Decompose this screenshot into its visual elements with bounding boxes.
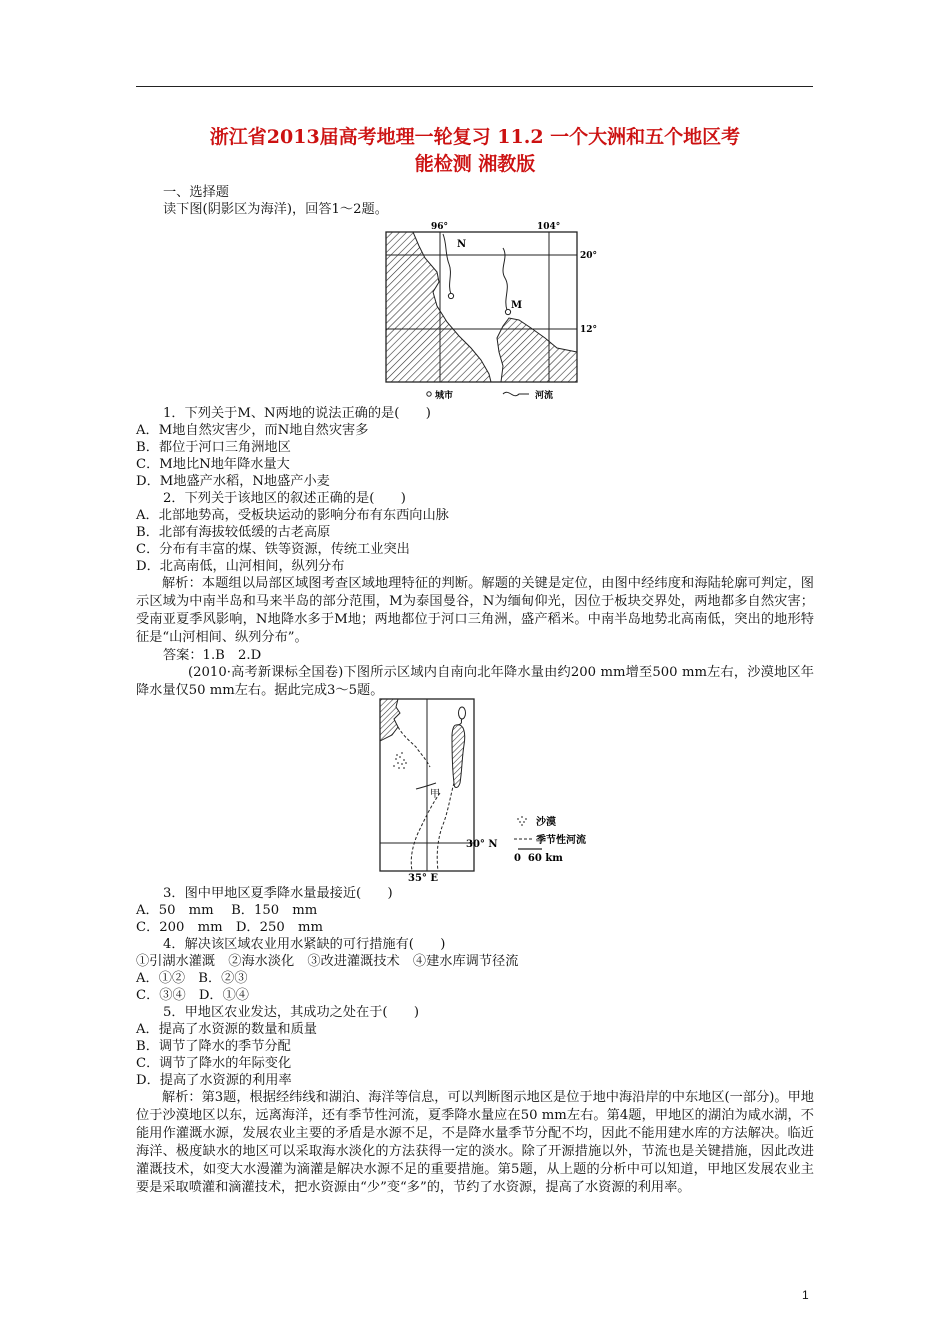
q1-option-a: A．M地自然灾害少，而N地自然灾害多 [136,423,369,438]
q5-option-c: C．调节了降水的年际变化 [136,1056,292,1071]
label-m: M [511,300,523,311]
document-title-line2: 能检测 湘教版 [414,153,536,175]
q1-option-d: D．M地盛产水稻，N地盛产小麦 [136,474,330,489]
legend-city-label: 城市 [435,391,454,401]
legend-river-icon [503,392,529,395]
q2-option-a: A．北部地势高，受板块运动的影响分布有东西向山脉 [136,508,449,523]
lat-20-label: 20° [580,251,598,261]
q4-options-ab: A．①② B．②③ [136,971,248,986]
lat-12-label: 12° [580,325,598,335]
answer-1: 答案：1.B 2.D [163,648,262,663]
q2-option-d: D．北高南低，山河相间，纵列分布 [136,559,345,574]
map1-figure [385,218,600,403]
page-number: 1 [802,1288,809,1302]
mediterranean-sea [380,699,400,741]
q5-option-b: B．调节了降水的季节分配 [136,1039,291,1054]
river-irrawaddy [443,234,451,294]
q3-options-ab: A．50 mm B．150 mm [136,903,318,918]
q1-stem: 1．下列关于M、N两地的说法正确的是( ) [163,406,431,421]
label-n: N [457,239,467,250]
lon-96-label: 96° [431,222,449,232]
city-m-marker [505,309,510,314]
legend-river-label: 河流 [535,391,554,401]
header-rule [136,86,813,87]
q5-option-d: D．提高了水资源的利用率 [136,1073,292,1088]
map1-intro: 读下图(阴影区为海洋)，回答1～2题。 [163,202,388,217]
river-chao-phraya [503,248,507,310]
q2-option-b: B．北部有海拔较低缓的古老高原 [136,525,331,540]
legend-seasonal-river-label: 季节性河流 [536,835,586,846]
q5-stem: 5．甲地区农业发达，其成功之处在于( ) [163,1005,420,1020]
map2-figure [378,697,610,883]
q4-stem: 4．解决该区域农业用水紧缺的可行措施有( ) [163,937,446,952]
jordan-river [458,719,462,725]
q4-options-cd: C．③④ D．①④ [136,988,249,1003]
section-heading: 一、选择题 [163,185,229,200]
document-title-line1: 浙江省2013届高考地理一轮复习 11.2 一个大洲和五个地区考 [209,126,741,148]
scale-label: 0 60 km [514,853,563,864]
lat-30n-label: 30° N [466,839,498,850]
desert-area [393,752,407,769]
legend-desert-icon [517,816,527,826]
legend-city-icon [427,392,431,396]
gulf-of-thailand [497,318,577,382]
q4-items: ①引湖水灌溉 ②海水淡化 ③改进灌溉技术 ④建水库调节径流 [136,954,519,969]
q2-stem: 2．下列关于该地区的叙述正确的是( ) [163,491,406,506]
legend-desert-label: 沙漠 [536,817,556,828]
galilee-lake [459,707,466,719]
q1-option-b: B．都位于河口三角洲地区 [136,440,291,455]
q2-option-c: C．分布有丰富的煤、铁等资源，传统工业突出 [136,542,410,557]
q3-options-cd: C．200 mm D．250 mm [136,920,323,935]
lon-104-label: 104° [537,222,561,232]
dead-sea [452,725,465,788]
q3-stem: 3．图中甲地区夏季降水量最接近( ) [163,886,393,901]
map2-intro: (2010·高考新课标全国卷)下图所示区域内自南向北年降水量由约200 mm增至500 mm左右，沙漠地区年降水量仅50 mm左右。据此完成3～5题。 [136,665,814,698]
seasonal-river-2 [411,793,440,871]
city-n-marker [448,293,453,298]
lon-35e-label: 35° E [408,873,439,883]
q5-option-a: A．提高了水资源的数量和质量 [136,1022,317,1037]
analysis-1: 解析：本题组以局部区域图考查区域地理特征的判断。解题的关键是定位，由图中经纬度和海陆轮廓可判定，图示区域为中南半岛和马来半岛的部分范围，M为泰国曼谷，N为缅甸仰光，因位于板块交界处，两地都多自然灾害；受南亚夏季风影响，N地降水多于M地；两地都位于河口三角洲，盛产稻米。中南半岛地势北高南低，突出的地形特征是“山河相间、纵列分布”。 [136,576,814,645]
q1-option-c: C．M地比N地年降水量大 [136,457,290,472]
label-jia: 甲 [430,789,440,800]
analysis-2: 解析：第3题，根据经纬线和湖泊、海洋等信息，可以判断图示地区是位于地中海沿岸的中东地区(一部分)。甲地位于沙漠地区以东，远离海洋，还有季节性河流，夏季降水量应在50 mm左右。第4题，甲地区的湖泊为咸水湖，不能用作灌溉水源，发展农业主要的矛盾是水源不足，不是降水量季节分配不均，因此不能用建水库的方法解决。临近海洋、极度缺水的地区可以采取海水淡化的方法获得一定的淡水。除了开源措施以外，节流也是关键措施，因此改进灌溉技术，如变大水漫灌为滴灌是解决水源不足的重要措施。第5题，从上题的分析中可以知道，甲地区发展农业主要是采取喷灌和滴灌技术，把水资源由“少”变“多”的，节约了水资源，提高了水资源的利用率。 [136,1090,814,1195]
seasonal-river-1 [398,727,430,767]
